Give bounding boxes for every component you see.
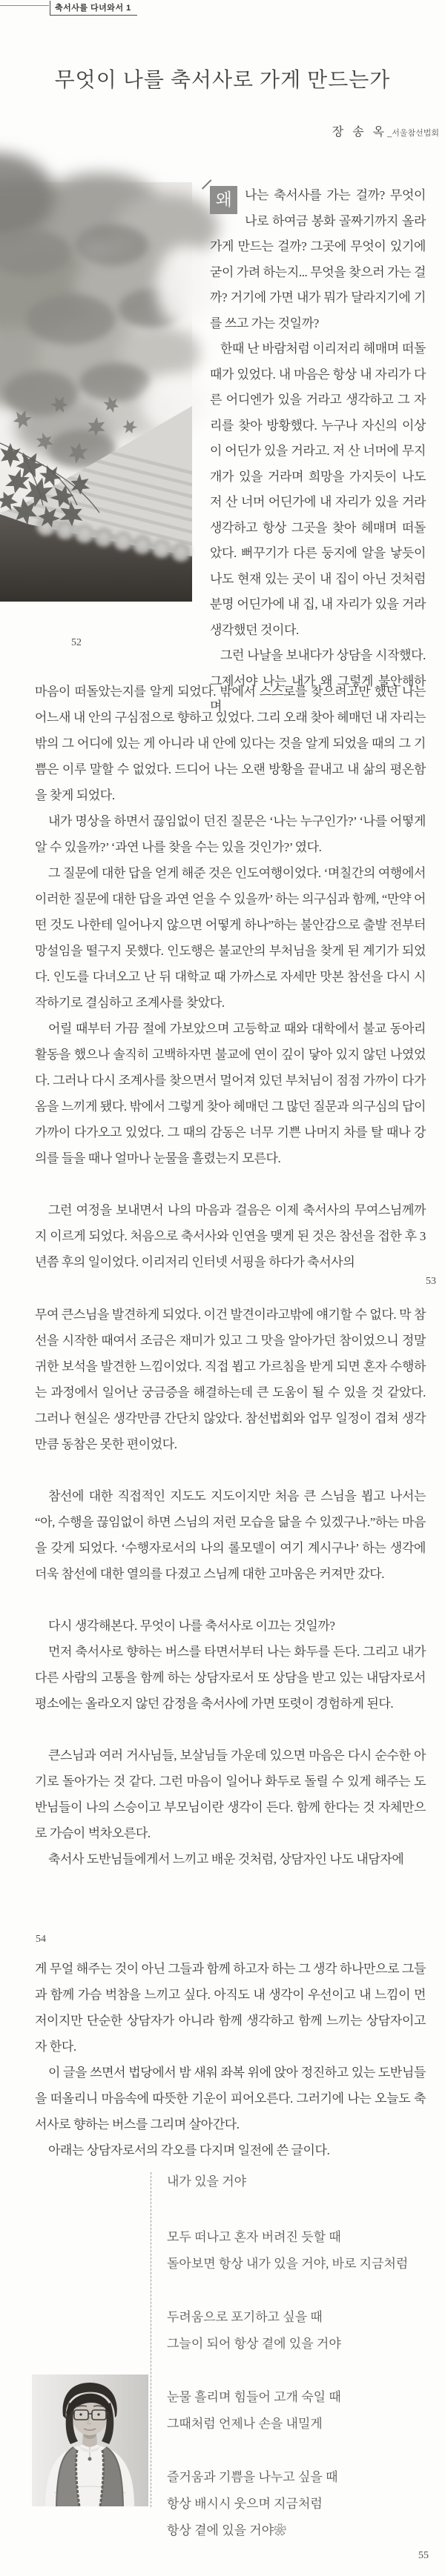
body-paragraph: 내가 명상을 하면서 끊임없이 던진 질문은 ‘나는 누구인가?’ ‘나를 어떻게 알 수 있을까?’ ‘과연 나를 찾을 수는 있을 것인가?’ 였다. (35, 814, 426, 854)
poem-stanza (167, 2384, 430, 2437)
poem-line: 돌아보면 항상 내가 있을 거야, 바로 지금처럼 (167, 2257, 409, 2271)
body-paragraph: 게 무얼 해주는 것이 아닌 그들과 함께 하고자 하는 그 생각 하나만으로 그들과 함께 가슴 벅참을 느끼고 싶다. 아직도 내 생각이 우선이고 내 느낌이 먼저이지만 단순한 상담자가 아니라 함께 생각하고 함께 느끼는 상담자이고자 한다. (35, 1962, 426, 2054)
body-paragraph: 어릴 때부터 가끔 절에 가보았으며 고등학교 때와 대학에서 불교 동아리 활동을 했으나 솔직히 고백하자면 불교에 연이 깊이 닿아 있지 않던 나였었다. 그러나 다시 조계사를 찾으면서 멀어져 있던 부처님이 점점 가까이 다가옴을 느끼게 됐다. 밖에서 그렇게 찾아 헤매던 그 많던 질문과 의구심의 답이 가까이 다가오고 있었다. 그 때의 감동은 너무 기쁜 나머지 차를 탈 때나 강의를 들을 때나 얼마나 눈물을 흘렸는지 모른다. (35, 1022, 426, 1165)
pendant (88, 2457, 92, 2461)
body-paragraph: 큰스님과 여러 거사님들, 보살님들 가운데 있으면 마음은 다시 순수한 아기로 돌아가는 것 같다. 그런 마음이 일어나 화두로 돌릴 수 있게 해주는 도반님들이 나의 스승이고 부모님이란 생각이 든다. 함께 한다는 것 자체만으로 가슴이 벅차오른다. (35, 1748, 426, 1840)
body-block-3 (35, 1956, 426, 2168)
body-block-2 (35, 1302, 426, 1911)
portrait-graphic (32, 2374, 148, 2506)
page-number-53: 53 (426, 1276, 436, 1287)
drop-cap-tick-line (202, 179, 211, 189)
lead-column (210, 183, 426, 713)
section-tag: 축서사를 다녀와서 1 (50, 1, 137, 16)
page-number-52: 52 (71, 637, 82, 648)
lead-text-3: 그런 나날을 보내다가 상담을 시작했다. 그제서야 나는 내가 왜 그렇게 불안해하며 (210, 648, 426, 713)
poem-line: 항상 배시시 웃으며 지금처럼 (167, 2497, 323, 2511)
drop-cap-box (210, 186, 237, 214)
poem-stanza (167, 2464, 430, 2544)
page-number-54: 54 (36, 1934, 46, 1945)
lead-text-1: 나는 축서사를 가는 걸까? 무엇이 나로 하여금 봉화 골짜기까지 올라가게 만드는 걸까? 그곳에 무엇이 있기에 굳이 가려 하는지... 무엇을 찾으러 가는 걸까? 거기에 가면 내가 뭐가 달라지기에 기를 쓰고 가는 것일까? (210, 188, 426, 330)
poem-line: 눈물 흘리며 힘들어 고개 숙일 때 (167, 2390, 341, 2404)
page-number-55: 55 (418, 2550, 429, 2561)
author-portrait-photo (32, 2374, 148, 2506)
poem-stanza (167, 2224, 430, 2277)
body-paragraph: 참선에 대한 직접적인 지도도 지도이지만 처음 큰 스님을 뵙고 나서는 “아, 수행을 끊임없이 하면 스님의 저런 모습을 닮을 수 있겠구나.”하는 마음을 갖게 되었다. ‘수행자로서의 나의 롤모델이 여기 계시구나’ 하는 생각에 더욱 참선에 대한 열의를 다졌고 스님께 대한 고마움은 커져만 갔다. (35, 1489, 426, 1581)
body-paragraph: 무여 큰스님을 발견하게 되었다. 이건 발견이라고밖에 얘기할 수 없다. 막 참선을 시작한 때여서 조금은 재미가 있고 그 맛을 알아가던 참이었으니 정말 귀한 보석을 발견한 느낌이었다. 직접 뵙고 가르침을 받게 되면 혼자 수행하는 과정에서 일어난 궁금증을 해결하는데 큰 도움이 될 수 있을 것 같았다. 그러나 현실은 생각만큼 간단치 않았다. 참선법회와 업무 일정이 겹쳐 생각만큼 동참은 못한 편이었다. (35, 1308, 426, 1451)
poem-title: 내가 있을 거야 (167, 2174, 247, 2189)
poem-line: 즐거움과 기쁨을 나누고 싶을 때 (167, 2470, 338, 2484)
article-title: 무엇이 나를 축서사로 가게 만드는가 (54, 69, 391, 92)
author-name: 장 송 옥 (332, 126, 388, 139)
drop-cap-char: 왜 (215, 190, 232, 209)
body-block-1 (35, 679, 426, 1279)
lead-paragraph (210, 183, 426, 336)
poem (167, 2169, 430, 2571)
header-rule (0, 5, 49, 6)
body-paragraph: 그런 여정을 보내면서 나의 마음과 걸음은 이제 축서사의 무여스님께까지 이르게 되었다. 처음으로 축서사와 인연을 맺게 된 것은 참선을 접한 후 3년쯤 후의 일이었다. 이리저리 인터넷 서핑을 하다가 축서사의 (35, 1203, 426, 1269)
author-byline (332, 122, 439, 139)
poem-line-with-flower-mark: 항상 곁에 있을 거야❀ (167, 2523, 287, 2537)
poem-line: 두려움으로 포기하고 싶을 때 (167, 2310, 323, 2324)
body-paragraph: 마음이 떠돌았는지를 알게 되었다. 밖에서 스스로를 찾으려고만 했던 나는 어느새 내 안의 구심점으로 향하고 있었다. 그리 오래 찾아 헤매던 내 자리는 밖의 그 어디에 있는 게 아니라 내 안에 있다는 것을 알게 되었을 때의 그 기쁨은 이루 말할 수 없었다. 드디어 나는 오랜 방황을 끝내고 내 삶의 평온함을 찾게 되었다. (35, 685, 426, 802)
poem-line: 모두 떠나고 혼자 버려진 듯할 때 (167, 2230, 341, 2244)
body-paragraph: 아래는 상담자로서의 각오를 다지며 일전에 쓴 글이다. (48, 2143, 330, 2157)
body-paragraph: 이 글을 쓰면서 법당에서 밤 새워 좌복 위에 앉아 정진하고 있는 도반님들을 떠올리니 마음속에 따뜻한 기운이 피어오른다. 그러기에 나는 오늘도 축서사로 향하는 버스를 그리며 살아간다. (35, 2066, 426, 2131)
leaf-photo-graphic (0, 182, 192, 602)
maple-leaves-temple-roof-photo (0, 182, 192, 602)
poem-line: 그늘이 되어 항상 곁에 있을 거야 (167, 2337, 341, 2351)
body-paragraph: 먼저 축서사로 향하는 버스를 타면서부터 나는 화두를 든다. 그리고 내가 다른 사람의 고통을 함께 하는 상담자로서 또 상담을 받고 있는 내담자로서 평소에는 올라오지 않던 감정을 축서사에 가면 또렷이 경험하게 된다. (35, 1645, 426, 1711)
body-paragraph: 축서사 도반님들에게서 느끼고 배운 것처럼, 상담자인 나도 내담자에 (48, 1852, 404, 1866)
author-affiliation: _서울참선법회 (387, 129, 439, 138)
poem-stanza (167, 2304, 430, 2357)
lead-text-2: 한때 난 바람처럼 이리저리 헤매며 떠돌 때가 있었다. 내 마음은 항상 내 자리가 다른 어디엔가 있을 거라고 생각하고 그 자리를 찾아 방황했다. 누구나 자신의 이상이 어딘가 있을 거라고. 저 산 너머에 무지개가 있을 거라며 희망을 가지듯이 나도 저 산 너머 어딘가에 내 자리가 있을 거라 생각하고 항상 그곳을 찾아 헤매며 떠돌았다. 뻐꾸기가 다른 둥지에 알을 낳듯이 나도 현재 있는 곳이 내 집이 아닌 것처럼 분명 어딘가에 내 집, 내 자리가 있을 거라 생각했던 것이다. (210, 342, 426, 637)
body-paragraph: 그 질문에 대한 답을 얻게 해준 것은 인도여행이었다. ‘며칠간의 여행에서 이러한 질문에 대한 답을 과연 얻을 수 있을까’ 하는 의구심과 함께, “만약 어떤 것도 나한테 일어나지 않으면 어떻게 하나”하는 불안감으로 출발 전부터 망설임을 떨구지 못했다. 인도행은 불교안의 부처님을 찾게 된 계기가 되었다. 인도를 다녀오고 난 뒤 대학교 때 가까스로 자세만 맛본 참선을 다시 시작하기로 결심하고 조계사를 찾았다. (35, 866, 426, 1010)
poem-line: 그때처럼 언제나 손을 내밀게 (167, 2417, 323, 2431)
body-paragraph: 다시 생각해본다. 무엇이 나를 축서사로 이끄는 것일까? (48, 1619, 335, 1633)
